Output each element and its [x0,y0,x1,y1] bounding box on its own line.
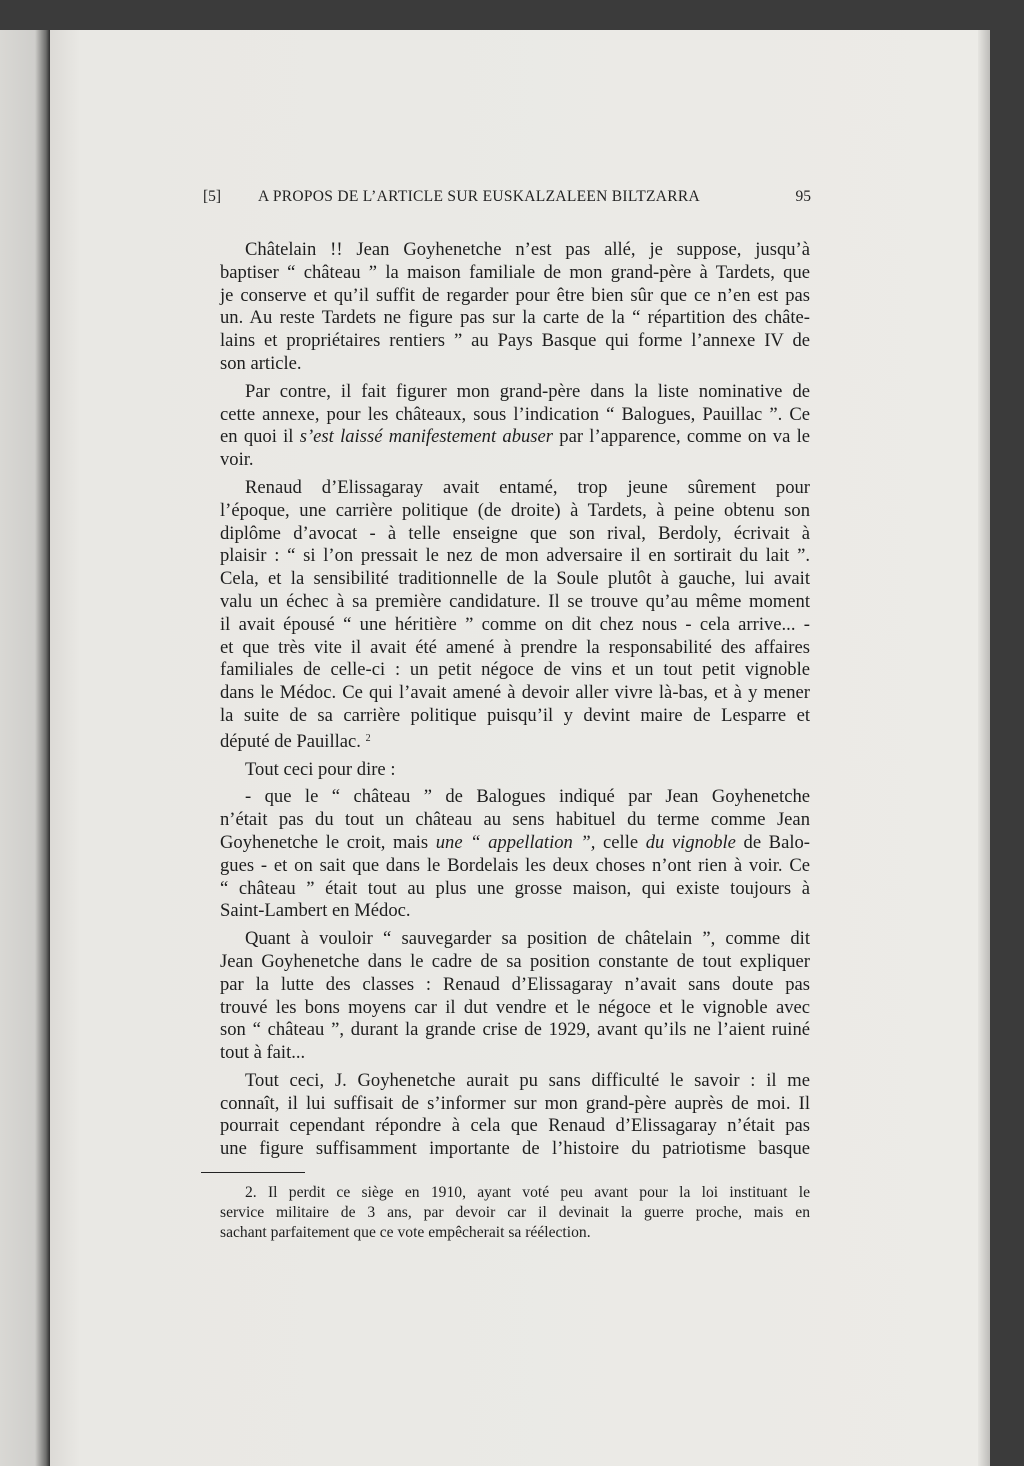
text-segment: Par contre, il fait figurer mon grand-père dans la liste nominative de [245,380,810,402]
text-line [220,705,810,728]
text-line [220,1042,810,1065]
text-segment: un. Au reste Tardets ne figure pas sur la carte de la “ répartition des châte- [220,307,810,329]
text-line [220,500,810,523]
text-line [220,637,810,660]
paragraph [220,759,810,782]
text-segment: Goyhenetche le croit, mais [220,831,436,853]
text-line [220,759,810,782]
text-segment: service militaire de 3 ans, par devoir car il devinait la guerre proche, mais en [220,1204,810,1221]
text-segment: de Balo- [735,831,810,853]
text-line [220,728,810,754]
text-segment: par la lutte des classes : Renaud d’Elissagaray n’avait sans doute pas [220,973,810,995]
text-line [220,659,810,682]
text-segment: dans le Médoc. Ce qui l’avait amené à devoir aller vivre là-bas, et à y mener [220,682,810,704]
text-line [220,426,810,449]
text-line [220,997,810,1020]
body-text [220,239,810,1166]
text-segment: et que très vite il avait été amené à prendre la responsabilité des affaires [220,636,810,658]
page-edge-shadow [978,30,990,1466]
italic-text: du vignoble [645,831,736,853]
text-segment: je conserve et qu’il suffit de regarder pour être bien sûr que ce n’en est pas [220,284,810,306]
text-segment: cette annexe, pour les châteaux, sous l’indication “ Balogues, Pauillac ”. Ce [220,403,810,425]
text-segment: son “ château ”, durant la grande crise de 1929, avant qu’ils ne l’aient ruiné [220,1019,810,1041]
text-segment: Cela, et la sensibilité traditionnelle de la Soule plutôt à gauche, lui avait [220,568,810,590]
text-segment: il avait épousé “ une héritière ” comme on dit chez nous - cela arrive... - [220,613,810,635]
text-segment: Tout ceci, J. Goyhenetche aurait pu sans difficulté le savoir : il me [245,1069,810,1091]
text-line [220,951,810,974]
running-header [203,188,811,210]
text-segment: Saint-Lambert en Médoc. [220,900,411,922]
text-segment: sachant parfaitement que ce vote empêcherait sa réélection. [220,1224,591,1241]
text-line [220,974,810,997]
text-line [220,285,810,308]
text-line [220,900,810,923]
text-segment: 2. Il perdit ce siège en 1910, ayant voté peu avant pour la loi instituant le [245,1184,810,1201]
text-segment: voir. [220,449,254,471]
text-line [220,878,810,901]
paragraph [220,239,810,376]
text-segment: Tout ceci pour dire : [245,758,396,780]
text-line [220,682,810,705]
text-line [220,832,810,855]
text-segment: - que le “ château ” de Balogues indiqué par Jean Goyhenetche [245,786,810,808]
text-segment: Renaud d’Elissagaray avait entamé, trop jeune sûrement pour [245,476,810,498]
text-segment: trouvé les bons moyens car il dut vendre et le négoce et le vignoble avec [220,996,810,1018]
text-segment: Quant à vouloir “ sauvegarder sa position de châtelain ”, comme dit [245,928,810,950]
paragraph [220,1070,810,1161]
text-segment: en quoi il [220,426,300,448]
text-line [220,1019,810,1042]
text-segment: connaît, il lui suffisait de s’informer sur mon grand-père auprès de moi. Il [220,1092,810,1114]
text-segment: baptiser “ château ” la maison familiale de mon grand-père à Tardets, que [220,261,810,283]
text-line [220,809,810,832]
text-line [220,855,810,878]
text-segment: plaisir : “ si l’on pressait le nez de mon adversaire il en sortirait du lait ”. [220,545,810,567]
text-segment: lains et propriétaires rentiers ” au Pays Basque qui forme l’annexe IV de [220,330,810,352]
text-line [220,239,810,262]
text-line [220,1070,810,1093]
text-line [220,786,810,809]
text-segment: son article. [220,352,302,374]
text-line [220,404,810,427]
text-line [220,1138,810,1161]
text-line [220,262,810,285]
text-line [220,330,810,353]
running-title: A PROPOS DE L’ARTICLE SUR EUSKALZALEEN BILTZARRA [258,188,701,205]
text-segment: la suite de sa carrière politique puisqu’il y devint maire de Lesparre et [220,704,810,726]
footnote-separator [201,1172,305,1173]
italic-text: s’est laissé manifestement abuser [299,426,554,448]
text-segment: celle [595,831,646,853]
paragraph [220,786,810,923]
footnote [220,1183,810,1243]
text-segment: “ château ” était tout au plus une grosse maison, qui existe toujours à [220,877,810,899]
section-number: [5] [203,188,222,205]
text-line [220,1115,810,1138]
text-segment: député de Pauillac. [220,730,366,752]
text-line [220,1183,810,1203]
text-segment: valu un échec à sa première candidature. Il se trouve qu’au même moment [220,590,810,612]
text-segment: une figure suffisamment importante de l’histoire du patriotisme basque [220,1138,810,1160]
text-line [220,353,810,376]
text-line [220,381,810,404]
text-line [220,307,810,330]
text-segment: familiales de celle-ci : un petit négoce de vins et un tout petit vignoble [220,659,810,681]
text-line [220,449,810,472]
text-line [220,1093,810,1116]
text-segment: tout à fait... [220,1042,306,1064]
text-line [220,614,810,637]
paragraph [220,381,810,472]
text-line [220,523,810,546]
text-segment: gues - et on sait que dans le Bordelais les deux choses n’ont rien à voir. Ce [220,854,810,876]
text-segment: pourrait cependant répondre à cela que Renaud d’Elissagaray n’était pas [220,1115,810,1137]
italic-text: une “ appellation ”, [435,831,596,853]
paragraph [220,928,810,1065]
text-segment: Châtelain !! Jean Goyhenetche n’est pas allé, je suppose, jusqu’à [245,239,810,260]
text-line [220,477,810,500]
facing-page-edge [0,30,50,1466]
text-line [220,545,810,568]
text-segment: n’était pas du tout un château au sens habituel du terme comme Jean [220,809,810,831]
text-line [220,1203,810,1223]
text-line [220,568,810,591]
text-line [220,1223,810,1243]
text-line [220,928,810,951]
paragraph [220,477,810,754]
text-segment: Jean Goyhenetche dans le cadre de sa position constante de tout expliquer [220,950,810,972]
page-number: 95 [795,188,811,205]
footnote-reference: 2 [365,732,371,744]
text-line [220,591,810,614]
text-segment: par l’apparence, comme on va le [553,426,811,448]
text-segment: l’époque, une carrière politique (de droite) à Tardets, à peine obtenu son [220,499,810,521]
text-segment: diplôme d’avocat - à telle enseigne que son rival, Berdoly, écrivait à [220,522,810,544]
